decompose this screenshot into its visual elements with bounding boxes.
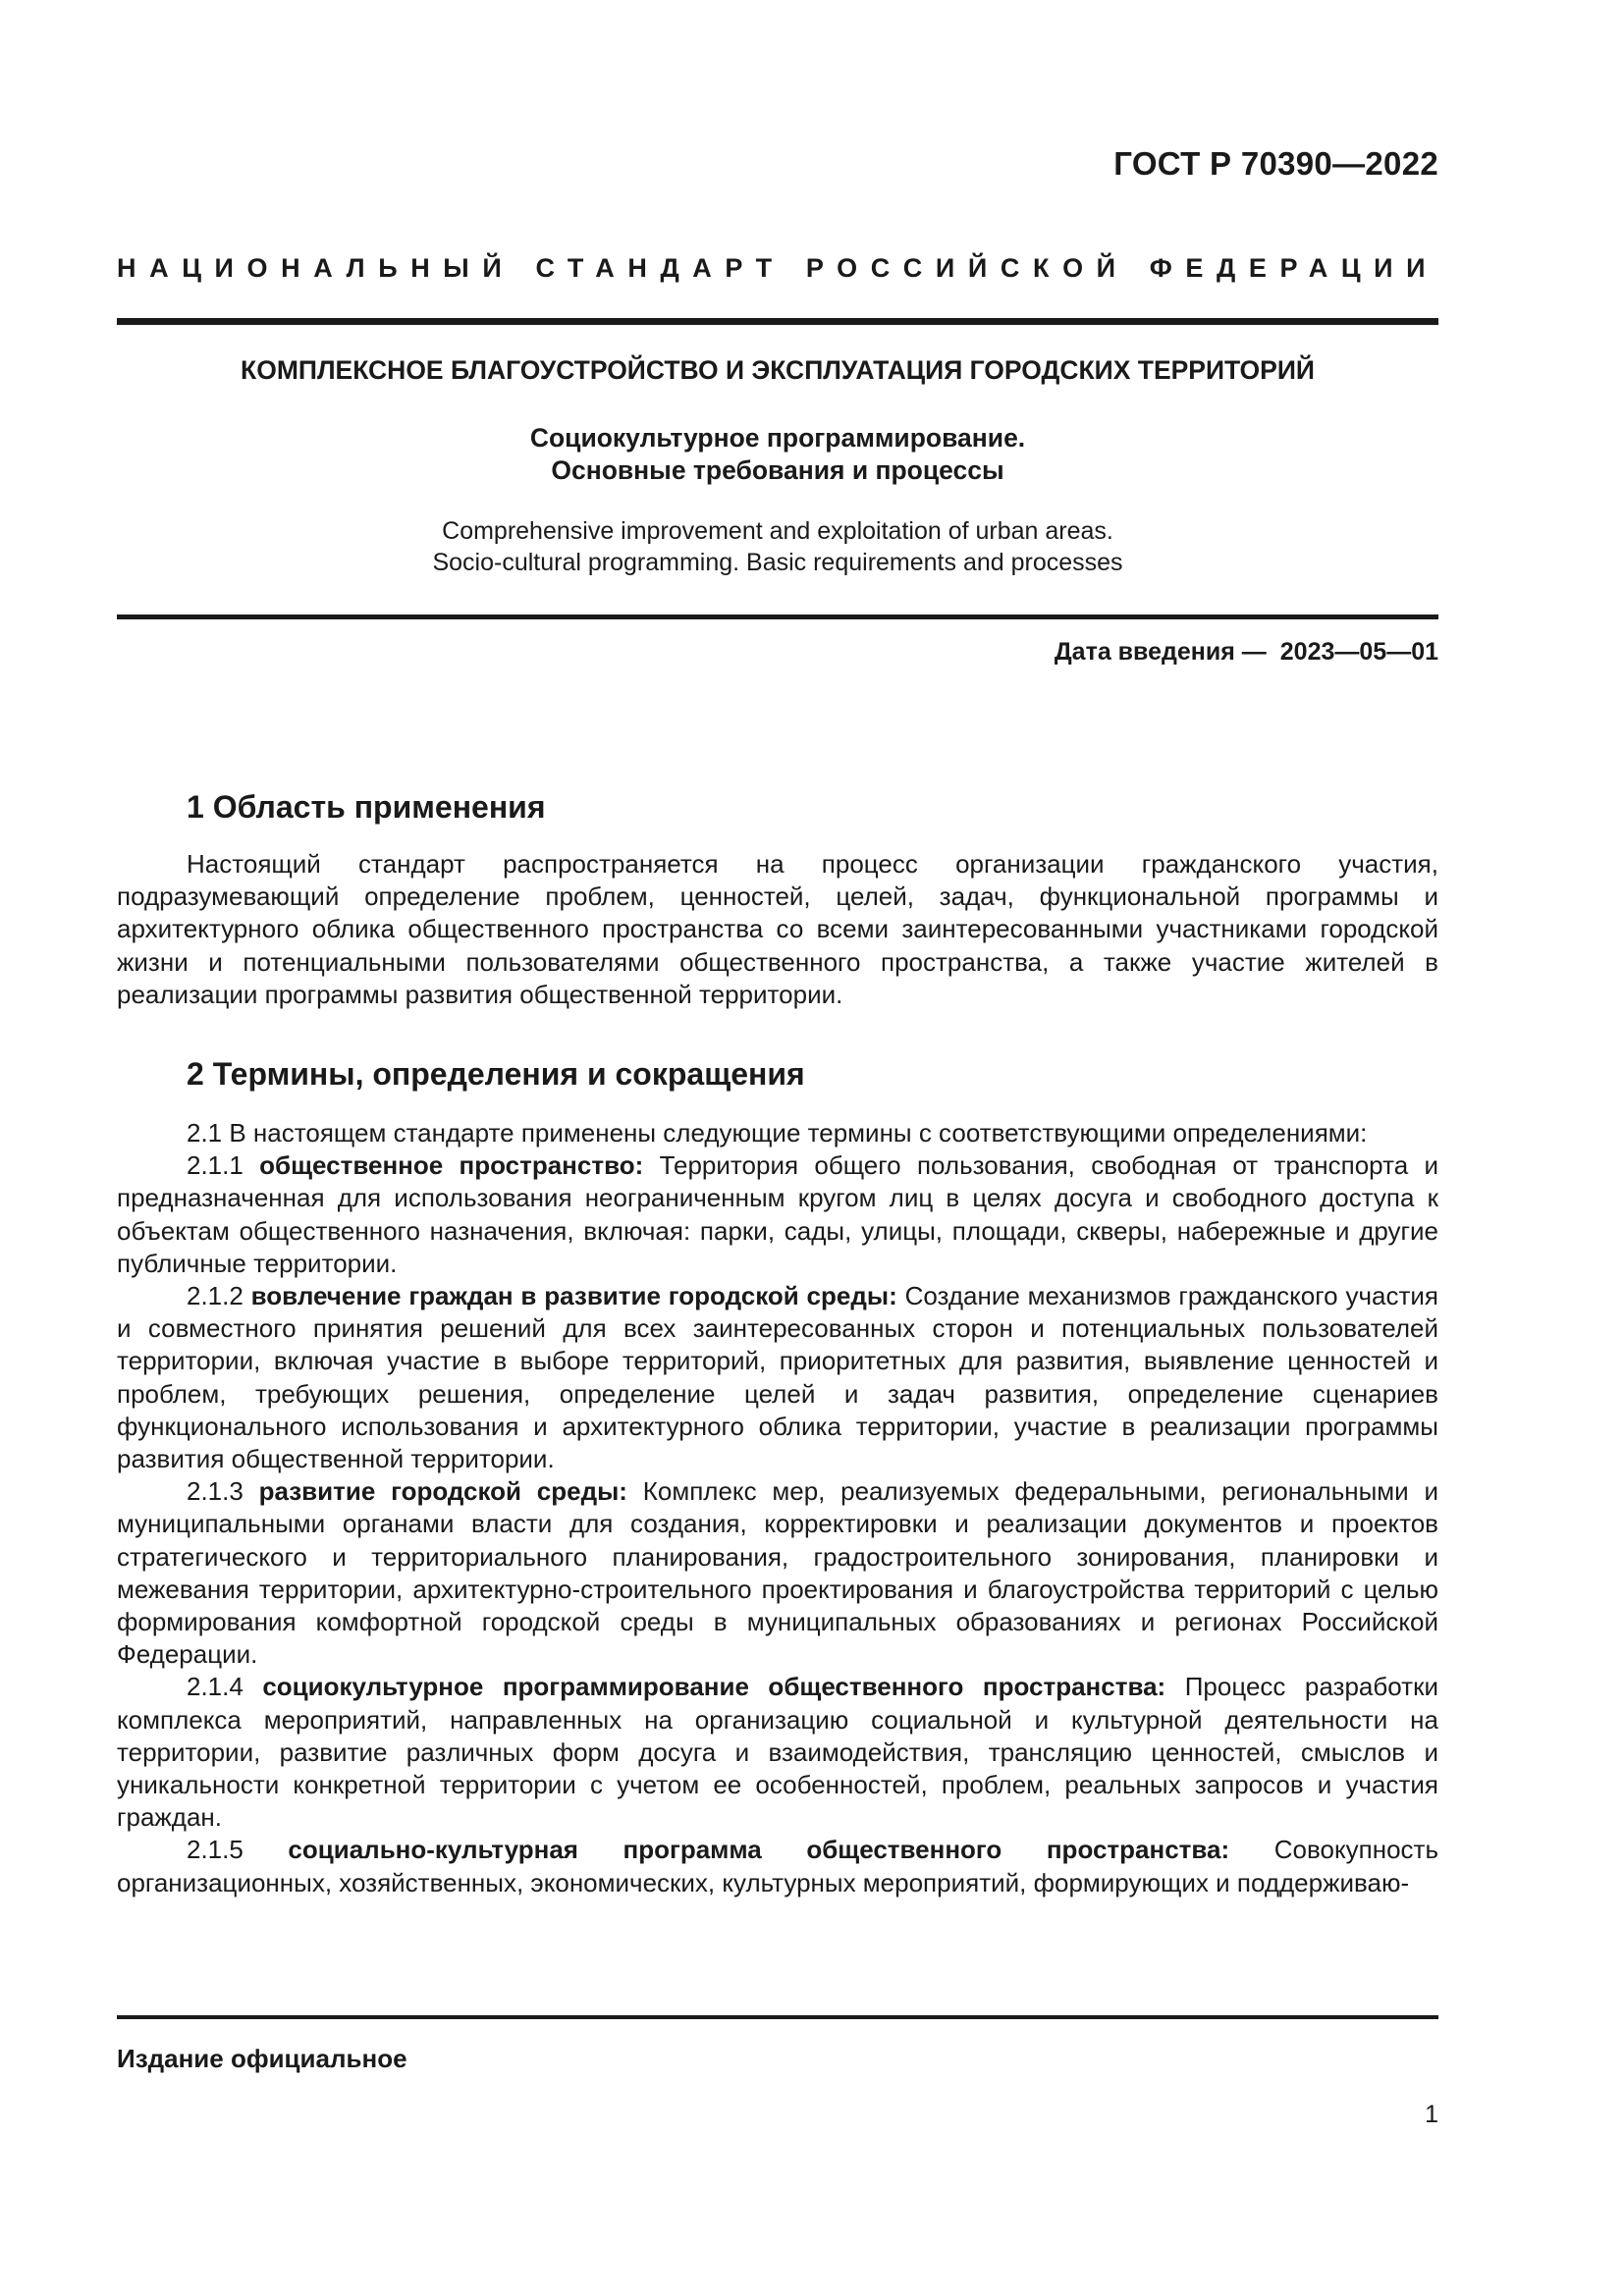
english-title bbox=[117, 515, 1438, 578]
term-name: вовлечение граждан в развитие городской среды: bbox=[250, 1281, 897, 1311]
term-definition: Создание механизмов гражданского участия и совместного принятия решений для всех заинтересованных сторон и потенциальных пользователей территории, включая участие в выборе территорий, приоритетных для развития, выявление ценностей и проблем, требующих решения, определение целей и задач развития, определение сценариев функционального использования и архитектурного облика территории, участие в реализации программы развития общественной территории. bbox=[117, 1281, 1438, 1474]
term-number: 2.1.2 bbox=[187, 1281, 244, 1311]
footer-divider bbox=[117, 2015, 1438, 2019]
term-definition: Процесс разработки комплекса мероприятий, направленных на организацию социальной и культурной деятельности на территории, развитие различных форм досуга и взаимодействия, трансляцию ценностей, смыслов и уникальности конкретной территории с учетом ее особенностей, проблем, реальных запросов и участия граждан. bbox=[117, 1672, 1438, 1833]
term-name: развитие городской среды: bbox=[258, 1476, 627, 1507]
english-title-line-2: Socio-cultural programming. Basic requirements and processes bbox=[432, 549, 1123, 576]
term-definition: Комплекс мер, реализуемых федеральными, региональными и муниципальными органами власти для создания, корректировки и реализации документов и проектов стратегического и территориального планирования, градостроительного зонирования, планировки и межевания территории, архитектурно-строительного проектирования и благоустройства территорий с целью формирования комфортной городской среды в муниципальных образованиях и регионах Российской Федерации. bbox=[117, 1476, 1438, 1670]
document-title: КОМПЛЕКСНОЕ БЛАГОУСТРОЙСТВО И ЭКСПЛУАТАЦИЯ ГОРОДСКИХ ТЕРРИТОРИЙ bbox=[241, 355, 1315, 385]
introduction-date bbox=[1055, 638, 1438, 667]
subtitle-line-1: Социокультурное программирование. bbox=[529, 423, 1026, 453]
title-divider bbox=[117, 614, 1438, 619]
term-number: 2.1.3 bbox=[187, 1476, 244, 1507]
term-number: 2.1.1 bbox=[187, 1150, 244, 1181]
document-page bbox=[117, 0, 1438, 2296]
english-title-line-1: Comprehensive improvement and exploitation of urban areas. bbox=[442, 517, 1113, 545]
term-entry-2-1-3 bbox=[117, 1475, 1438, 1671]
term-name: общественное пространство: bbox=[259, 1150, 644, 1181]
document-id: ГОСТ Р 70390—2022 bbox=[1113, 145, 1438, 182]
introduction-date-value: 2023—05—01 bbox=[1279, 638, 1438, 666]
term-entry-2-1-2 bbox=[117, 1280, 1438, 1475]
national-standard-banner: НАЦИОНАЛЬНЫЙ СТАНДАРТ РОССИЙСКОЙ ФЕДЕРАЦИИ bbox=[117, 253, 1439, 283]
introduction-date-label: Дата введения — bbox=[1054, 638, 1267, 666]
section-2-body bbox=[117, 1117, 1438, 1899]
term-number: 2.1.5 bbox=[187, 1835, 244, 1865]
section-2-heading: 2 Термины, определения и сокращения bbox=[187, 1056, 805, 1092]
section-1-paragraph: Настоящий стандарт распространяется на процесс организации гражданского участия, подразумевающий определение проблем, ценностей, целей, задач, функциональной программы и архитектурного облика общественного пространства со всеми заинтересованными участниками городской жизни и потенциальными пользователями общественного пространства, а также участие жителей в реализации программы развития общественной территории. bbox=[117, 849, 1438, 1009]
subtitle-line-2: Основные требования и процессы bbox=[551, 455, 1004, 485]
term-entry-2-1-4 bbox=[117, 1671, 1438, 1834]
official-edition-label: Издание официальное bbox=[117, 2044, 407, 2073]
term-name: социокультурное программирование общественного пространства: bbox=[262, 1672, 1166, 1702]
section-2-intro: 2.1 В настоящем стандарте применены следующие термины с соответствующими определениями: bbox=[187, 1118, 1368, 1148]
page-number: 1 bbox=[1425, 2101, 1438, 2128]
term-name: социально-культурная программа общественного пространства: bbox=[288, 1835, 1230, 1865]
term-definition: Территория общего пользования, свободная от транспорта и предназначенная для использования неограниченным кругом лиц в целях досуга и свободного доступа к объектам общественного назначения, включая: парки, сады, улицы, площади, скверы, набережные и другие публичные территории. bbox=[117, 1150, 1438, 1278]
term-number: 2.1.4 bbox=[187, 1672, 244, 1702]
section-1-body bbox=[117, 848, 1438, 1011]
term-definition: Совокупность организационных, хозяйственных, экономических, культурных мероприятий, формирующих и поддерживаю- bbox=[117, 1835, 1438, 1897]
term-entry-2-1-5 bbox=[117, 1834, 1438, 1898]
section-1-heading: 1 Область применения bbox=[187, 789, 546, 825]
document-subtitle bbox=[117, 422, 1438, 487]
top-divider bbox=[117, 318, 1438, 325]
term-entry-2-1-1 bbox=[117, 1149, 1438, 1280]
